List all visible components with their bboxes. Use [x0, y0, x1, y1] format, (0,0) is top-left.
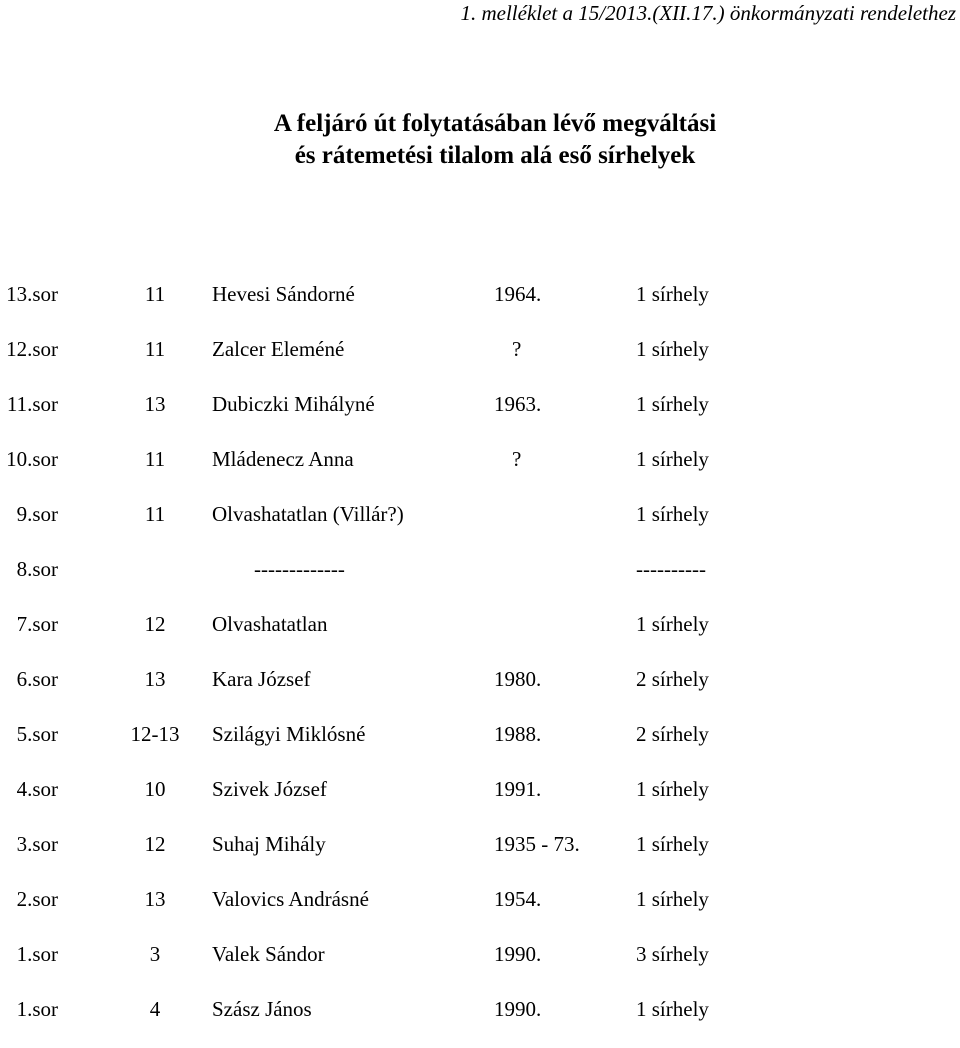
grave-row [0, 938, 960, 993]
deceased-name: Szilágyi Miklósné [212, 722, 366, 746]
grave-row [0, 828, 960, 883]
deceased-name: Zalcer Eleméné [212, 337, 345, 361]
grave-number: 13 [144, 392, 166, 416]
deceased-name: Valek Sándor [212, 942, 325, 966]
plot-count: 1 sírhely [636, 502, 709, 526]
grave-number: 11 [144, 337, 166, 361]
burial-year: 1990. [494, 942, 542, 966]
grave-number: 12 [144, 612, 166, 636]
grave-list [0, 278, 960, 1048]
deceased-name: Dubiczki Mihályné [212, 392, 375, 416]
grave-row [0, 773, 960, 828]
row-label: 12.sor [6, 337, 58, 361]
plot-count: 1 sírhely [636, 282, 709, 306]
plot-count: 1 sírhely [636, 337, 709, 361]
burial-year: 1963. [494, 392, 542, 416]
plot-count: 1 sírhely [636, 612, 709, 636]
burial-year: 1980. [494, 667, 542, 691]
grave-row [0, 718, 960, 773]
deceased-name: ------------- [254, 557, 345, 581]
plot-count: 1 sírhely [636, 392, 709, 416]
title-line-2: és rátemetési tilalom alá eső sírhelyek [294, 142, 696, 169]
grave-row [0, 608, 960, 663]
row-label: 6.sor [16, 667, 58, 691]
row-label: 8.sor [16, 557, 58, 581]
annex-reference: 1. melléklet a 15/2013.(XII.17.) önkormányzati rendelethez [460, 1, 956, 25]
grave-number: 13 [144, 887, 166, 911]
deceased-name: Kara József [212, 667, 311, 691]
document-title [0, 108, 960, 172]
plot-count: 1 sírhely [636, 997, 709, 1021]
plot-count: ---------- [636, 557, 706, 581]
grave-row [0, 278, 960, 333]
grave-number: 3 [149, 942, 161, 966]
row-label: 13.sor [6, 282, 58, 306]
row-label: 1.sor [16, 942, 58, 966]
row-label: 9.sor [16, 502, 58, 526]
deceased-name: Szivek József [212, 777, 327, 801]
row-label: 3.sor [16, 832, 58, 856]
plot-count: 2 sírhely [636, 667, 709, 691]
grave-row [0, 443, 960, 498]
grave-row [0, 333, 960, 388]
plot-count: 1 sírhely [636, 832, 709, 856]
plot-count: 1 sírhely [636, 777, 709, 801]
grave-number: 11 [144, 447, 166, 471]
row-label: 10.sor [6, 447, 58, 471]
burial-year: 1988. [494, 722, 542, 746]
grave-number: 10 [144, 777, 166, 801]
deceased-name: Hevesi Sándorné [212, 282, 355, 306]
deceased-name: Olvashatatlan [212, 612, 328, 636]
grave-number: 11 [144, 502, 166, 526]
row-label: 1.sor [16, 997, 58, 1021]
row-label: 11.sor [6, 392, 58, 416]
grave-number: 4 [149, 997, 161, 1021]
row-label: 4.sor [16, 777, 58, 801]
deceased-name: Suhaj Mihály [212, 832, 326, 856]
grave-row [0, 663, 960, 718]
burial-year: 1935 - 73. [494, 832, 580, 856]
grave-row [0, 883, 960, 938]
burial-year: ? [512, 447, 522, 471]
deceased-name: Valovics Andrásné [212, 887, 369, 911]
title-line-1: A feljáró út folytatásában lévő megváltási [273, 110, 717, 137]
deceased-name: Mládenecz Anna [212, 447, 354, 471]
row-label: 7.sor [16, 612, 58, 636]
grave-number: 12 [144, 832, 166, 856]
deceased-name: Szász János [212, 997, 312, 1021]
plot-count: 3 sírhely [636, 942, 709, 966]
row-label: 5.sor [16, 722, 58, 746]
row-label: 2.sor [16, 887, 58, 911]
plot-count: 1 sírhely [636, 887, 709, 911]
deceased-name: Olvashatatlan (Villár?) [212, 502, 404, 526]
grave-number: 12-13 [130, 722, 180, 746]
plot-count: 1 sírhely [636, 447, 709, 471]
grave-row [0, 498, 960, 553]
burial-year: 1964. [494, 282, 542, 306]
burial-year: 1954. [494, 887, 542, 911]
plot-count: 2 sírhely [636, 722, 709, 746]
burial-year: ? [512, 337, 522, 361]
burial-year: 1991. [494, 777, 542, 801]
grave-number: 13 [144, 667, 166, 691]
burial-year: 1990. [494, 997, 542, 1021]
grave-number: 11 [144, 282, 166, 306]
grave-row [0, 388, 960, 443]
grave-row [0, 553, 960, 608]
